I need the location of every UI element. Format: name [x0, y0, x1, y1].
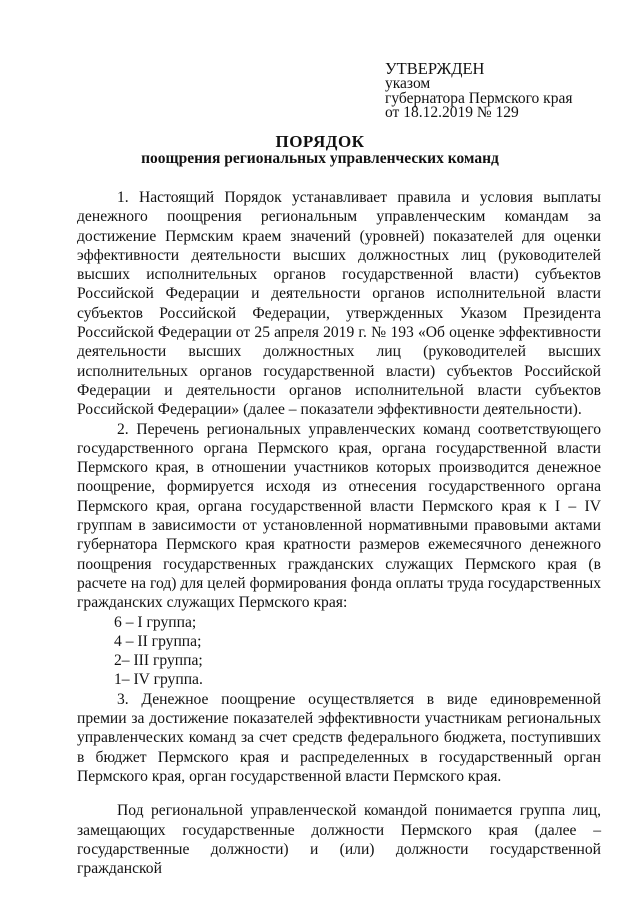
paragraph-3: 3. Денежное поощрение осуществляется в виде единовременной премии за достижение показателей эффективности участникам региональных управленческих команд за счет средств федерального бюджета, поступивших в бюджет Пермского края и распределенных в государственный орган Пермского края, орган государственной власти Пермского края. [77, 690, 601, 785]
list-item: 1– IV группа. [114, 671, 203, 689]
approval-issuer: губернатора Пермского края [385, 89, 573, 107]
approval-act-type: указом [385, 75, 431, 92]
approval-date-number: от 18.12.2019 № 129 [385, 104, 519, 121]
approval-stamp [385, 60, 572, 121]
list-item: 4 – II группа; [114, 632, 202, 650]
paragraph-4: Под региональной управленческой командой понимается группа лиц, замещающих государственные должности Пермского края (далее – государственные должности) и (или) должности государственной гражданской [77, 802, 601, 878]
list-item: 6 – I группа; [114, 613, 197, 631]
document-body [77, 188, 601, 878]
document-title: ПОРЯДОК [275, 132, 365, 151]
list-item: 2– III группа; [114, 652, 203, 670]
document-subtitle: поощрения региональных управленческих команд [141, 150, 499, 167]
approval-heading: УТВЕРЖДЕН [385, 59, 485, 78]
paragraph-2: 2. Перечень региональных управленческих команд соответствующего государственного органа Пермского края, органа государственной власти Пермского края, в отношении участников которых производится денежное поощрение, формируется исходя из отнесения государственного органа Пермского края, органа государственной власти Пермского края к I – IV группам в зависимости от установленной нормативными правовыми актами губернатора Пермского края кратности размеров ежемесячного денежного поощрения государственных гражданских служащих Пермского края (в расчете на год) для целей формирования фонда оплаты труда государственных гражданских служащих Пермского края: [77, 420, 601, 612]
paragraph-1: 1. Настоящий Порядок устанавливает правила и условия выплаты денежного поощрения региональным управленческим командам за достижение Пермским краем значений (уровней) показателей для оценки эффективности деятельности высших должностных лиц (руководителей высших исполнительных органов государственной власти) субъектов Российской Федерации и деятельности органов исполнительной власти субъектов Российской Федерации, утвержденных Указом Президента Российской Федерации от 25 апреля 2019 г. № 193 «Об оценке эффективности деятельности высших должностных лиц (руководителей высших исполнительных органов государственной власти) субъектов Российской Федерации и деятельности органов исполнительной власти субъектов Российской Федерации» (далее – показатели эффективности деятельности). [77, 189, 601, 419]
